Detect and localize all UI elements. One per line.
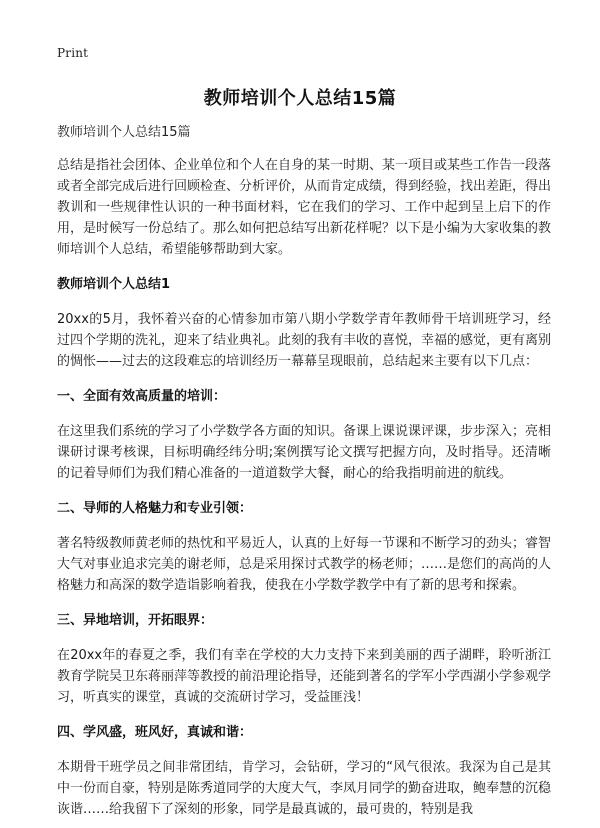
point-heading-3: 三、异地培训，开拓眼界：: [57, 613, 214, 628]
point-paragraph-2: 著名特级教师黄老师的热忱和平易近人，认真的上好每一节课和不断学习的劲头；睿智大气对事业追求完美的谢老师，总是采用探讨式教学的杨老师；……是您们的高尚的人格魅力和高深的数学造诣影响着我，使我在小学数学教学中有了新的思考和探索。: [57, 536, 552, 593]
summary-1-paragraph: 20xx的5月，我怀着兴奋的心情参加市第八期小学数学青年教师骨干培训班学习，经过四个学期的洗礼，迎来了结业典礼。此刻的我有丰收的喜悦，幸福的感觉，更有离别的惆怅——过去的这段难忘的培训经历一幕幕呈现眼前，总结起来主要有以下几点：: [57, 312, 552, 369]
point-heading-1: 一、全面有效高质量的培训：: [57, 389, 227, 404]
intro-paragraph: 总结是指社会团体、企业单位和个人在自身的某一时期、某一项目或某些工作告一段落或者全部完成后进行回顾检查、分析评价，从而肯定成绩，得到经验，找出差距，得出教训和一些规律性认识的一种书面材料，它在我们的学习、工作中起到呈上启下的作用，是时候写一份总结了。那么如何把总结写出新花样呢？以下是小编为大家收集的教师培训个人总结，希望能够帮助到大家。: [57, 158, 552, 257]
point-paragraph-1: 在这里我们系统的学习了小学数学各方面的知识。备课上课说课评课，步步深入；亮相课研讨课考核课，目标明确经纬分明;案例撰写论文撰写把握方向，及时指导。还清晰的记着导师们为我们精心准备的一道道数学大餐，耐心的给我指明前进的航线。: [57, 424, 552, 481]
document-title: 教师培训个人总结15篇: [203, 88, 397, 109]
document-body: [57, 122, 551, 828]
point-paragraph-4: 本期骨干班学员之间非常团结，肯学习，会钻研，学习的“风气很浓。我深为自己是其中一份而自豪，特别是陈秀道同学的大度大气，李凤月同学的勤奋进取，鲍奉慧的沉稳诙谐……给我留下了深刻的形象，同学是最真诚的，最可贵的，特别是我: [57, 760, 552, 817]
document-subtitle: 教师培训个人总结15篇: [57, 125, 191, 140]
point-paragraph-3: 在20xx年的春夏之季，我们有幸在学校的大力支持下来到美丽的西子湖畔，聆听浙江教育学院吴卫东蒋丽萍等教授的前沿理论指导，还能到著名的学军小学西湖小学参观学习，听真实的课堂，真诚的交流研讨学习，受益匪浅！: [57, 648, 552, 705]
point-heading-4: 四、学风盛，班风好，真诚和谐：: [57, 725, 253, 740]
section-heading-summary-1: 教师培训个人总结1: [57, 277, 171, 292]
point-heading-2: 二、导师的人格魅力和专业引领：: [57, 501, 253, 516]
print-link[interactable]: Print: [57, 46, 89, 60]
